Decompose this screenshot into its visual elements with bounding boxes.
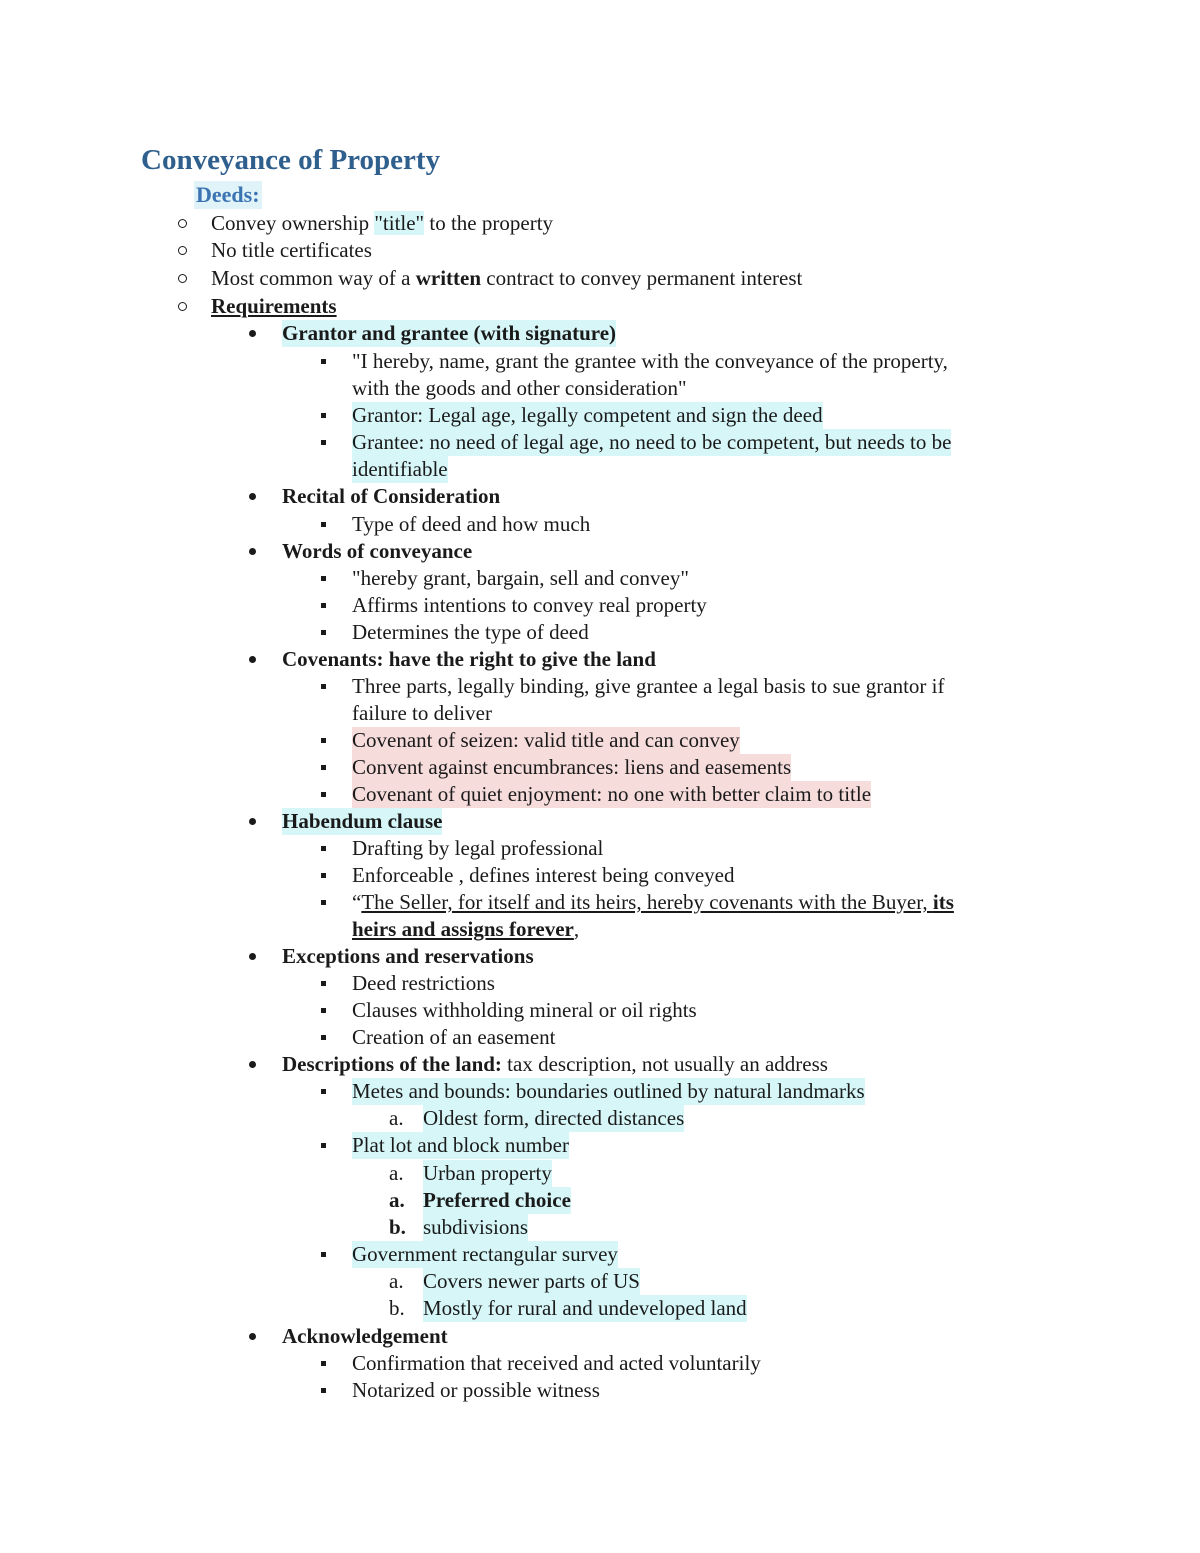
square-bullet-icon: [318, 348, 328, 375]
disc-bullet-icon: [245, 483, 259, 510]
square-bullet-icon: [318, 781, 328, 808]
square-bullet-icon: [318, 727, 328, 754]
disc-bullet-icon: [245, 538, 259, 565]
circle-bullet-icon: [175, 293, 189, 320]
square-bullet-icon: [318, 1241, 328, 1268]
list-marker: a.: [389, 1188, 405, 1212]
square-bullet-icon: [318, 997, 328, 1024]
square-bullet-icon: [318, 889, 328, 916]
section-heading-deeds: Deeds:: [196, 182, 260, 207]
disc-bullet-icon: [245, 646, 259, 673]
square-bullet-icon: [318, 565, 328, 592]
disc-bullet-icon: [245, 808, 259, 835]
list-marker: b.: [389, 1215, 406, 1239]
circle-bullet-icon: [175, 210, 189, 237]
square-bullet-icon: [318, 1024, 328, 1051]
circle-bullet-icon: [175, 237, 189, 264]
list-marker: a.: [389, 1106, 404, 1130]
square-bullet-icon: [318, 1078, 328, 1105]
disc-bullet-icon: [245, 1323, 259, 1350]
square-bullet-icon: [318, 592, 328, 619]
list-marker: a.: [389, 1161, 404, 1185]
list-marker: b.: [389, 1296, 405, 1320]
disc-bullet-icon: [245, 943, 259, 970]
square-bullet-icon: [318, 511, 328, 538]
square-bullet-icon: [318, 402, 328, 429]
document-page: Conveyance of Property Deeds: Convey ownership "title" to the property No title certificates Most common way of a written contract to convey permanent interest Requirements Grantor and grantee (with signature) "I hereby, name, grant the grantee with the conveyance of the property, with the goods and other consideration" Grantor: Legal age, legally competent and sign the deed Grantee: no need of legal age, no need to be competent, but needs to be identifiable Recital of Consideration Type of deed and how much Words of conveyance "hereby grant, bargain, sell and convey" Affirms intentions to convey real property Determines the type of deed Covenants: have the right to give the land Three parts, legally binding, give grantee a legal basis to sue grantor if failure to deliver Covenant of seizen: valid title and can convey Convent against encumbrances: liens and easements Covenant of quiet enjoyment: no one with better claim to title Habendum clause Drafting by legal professional Enforceable , defines interest being conveyed “The Seller, for itself and its heirs, hereby covenants with the Buyer, its heirs and assigns forever, Exceptions and reservations Deed restrictions Clauses withholding mineral or oil rights Creation of an easement Descriptions of the land: tax description, not usually an address Metes and bounds: boundaries outlined by natural landmarks a. Oldest form, directed distances Plat lot and block number a. Urban property a. Preferred choice b. subdivisions Government rectangular survey a. Covers newer parts of US b. Mostly for rural and undeveloped land Acknowledgement Confirmation that received and acted voluntarily Notarized or possible witness: [0, 0, 1200, 1553]
square-bullet-icon: [318, 970, 328, 997]
circle-bullet-icon: [175, 265, 189, 292]
square-bullet-icon: [318, 1350, 328, 1377]
square-bullet-icon: [318, 673, 328, 700]
square-bullet-icon: [318, 1132, 328, 1159]
square-bullet-icon: [318, 429, 328, 456]
list-marker: a.: [389, 1269, 404, 1293]
square-bullet-icon: [318, 754, 328, 781]
page-title: Conveyance of Property: [141, 144, 441, 176]
square-bullet-icon: [318, 619, 328, 646]
square-bullet-icon: [318, 862, 328, 889]
disc-bullet-icon: [245, 1051, 259, 1078]
square-bullet-icon: [318, 1377, 328, 1404]
disc-bullet-icon: [245, 320, 259, 347]
square-bullet-icon: [318, 835, 328, 862]
